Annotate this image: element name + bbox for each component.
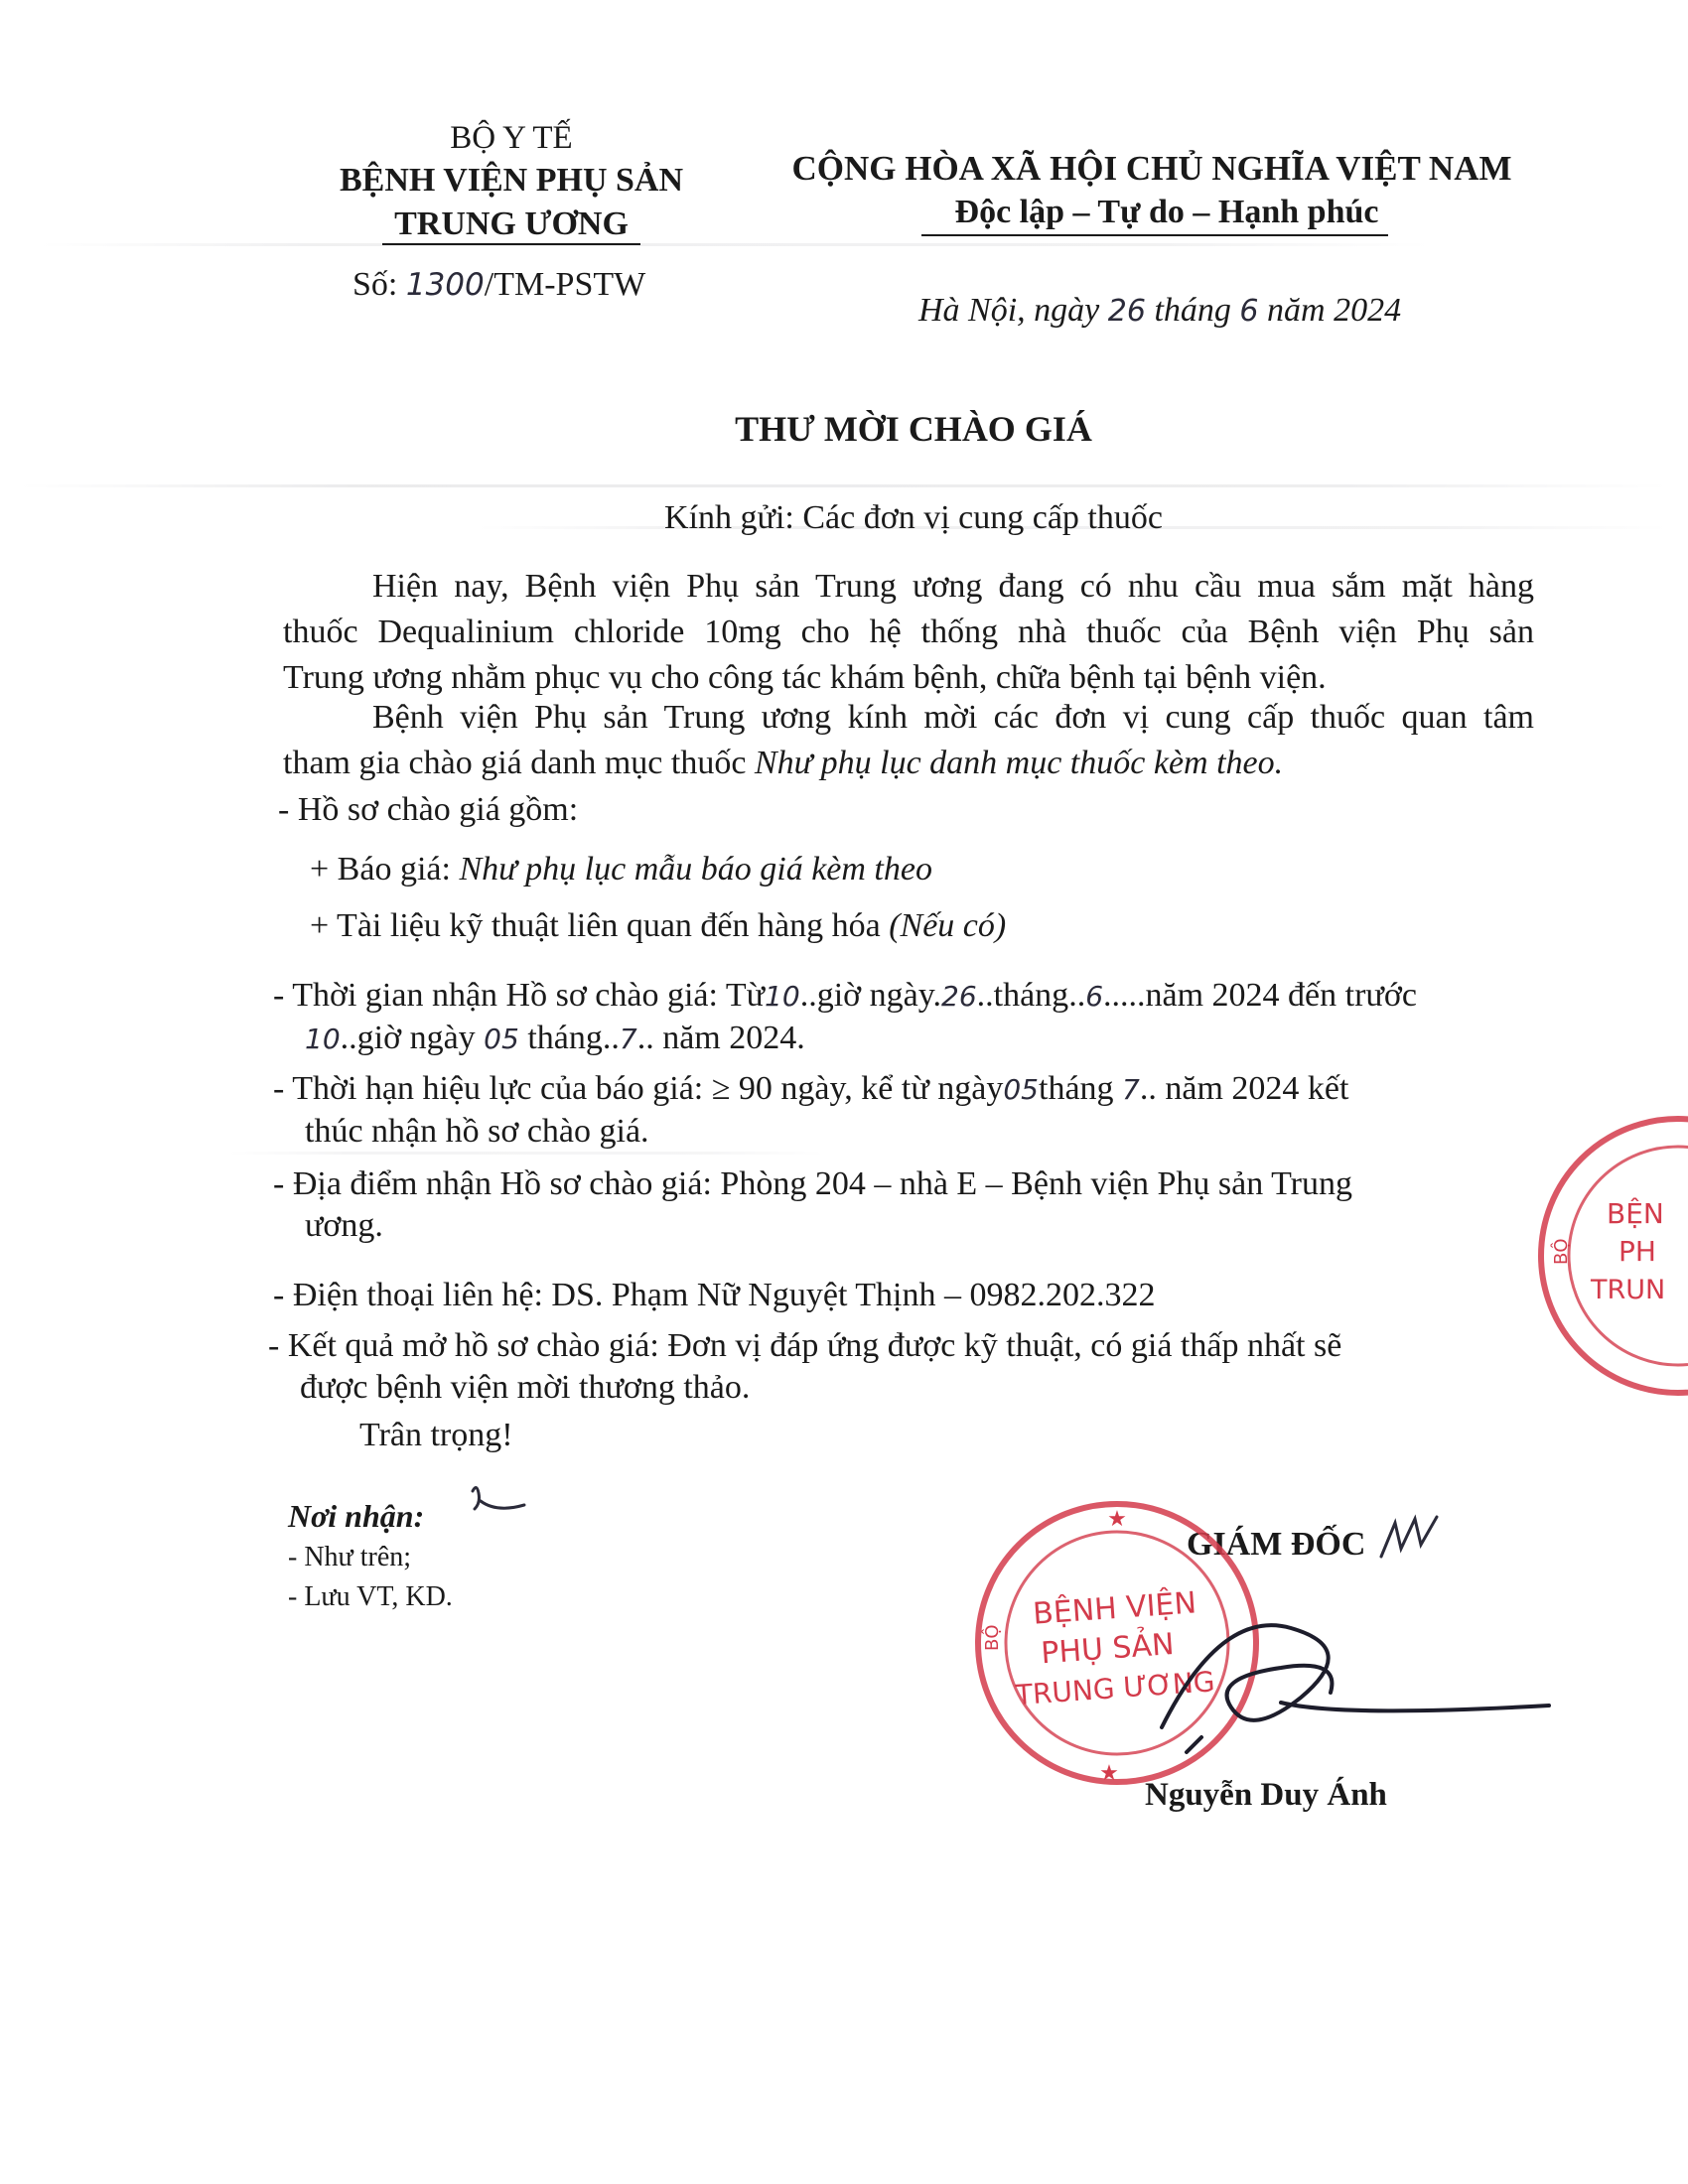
- validity-month: 7: [1122, 1073, 1140, 1106]
- recipient-1: - Như trên;: [288, 1542, 412, 1572]
- seal-line3: TRUNG ƯƠNG: [1014, 1665, 1216, 1712]
- dossier-heading: - Hồ sơ chào giá gồm:: [278, 791, 579, 828]
- receiving-time-line2: [273, 1018, 1534, 1060]
- hospital-name-line2: TRUNG ƯƠNG: [394, 205, 629, 242]
- edge-seal-side: BỘ: [1551, 1238, 1572, 1265]
- dotted-fill: [476, 1020, 485, 1056]
- edge-seal-line1: BỆN: [1607, 1197, 1664, 1230]
- dotted-fill: .....: [1103, 977, 1146, 1014]
- dotted-fill: ..: [340, 1020, 357, 1056]
- closing-regards: Trân trọng!: [359, 1417, 513, 1453]
- body-p2-line2-plain: tham gia chào giá danh mục thuốc: [283, 745, 755, 781]
- document-number-handwritten: 1300: [405, 267, 485, 303]
- receiving-time-line1: [273, 975, 1534, 1018]
- seal-star-top: ★: [1107, 1507, 1127, 1532]
- location-item: [273, 1163, 1534, 1247]
- motto-underline: [921, 234, 1388, 236]
- edge-seal-line3: TRUN: [1591, 1275, 1666, 1305]
- document-number-prefix: Số:: [352, 266, 406, 303]
- validity-text-b: tháng: [1039, 1070, 1123, 1107]
- body-paragraph-2: [283, 695, 1534, 786]
- body-paragraph-1: [283, 564, 1534, 701]
- location-line1: - Địa điểm nhận Hồ sơ chào giá: Phòng 204 – nhà E – Bệnh viện Phụ sản Trung: [273, 1165, 1353, 1202]
- document-number: [352, 264, 645, 306]
- seal-star-bottom: ★: [1099, 1761, 1119, 1786]
- receiving-time-day2: 05: [484, 1023, 519, 1055]
- dotted-fill: ..: [1068, 977, 1086, 1014]
- technical-docs-italic: (Nếu có): [889, 907, 1007, 944]
- body-p2-line1: Bệnh viện Phụ sản Trung ương kính mời các đơn vị cung cấp thuốc quan tâm: [372, 699, 1534, 736]
- date-prefix: Hà Nội, ngày: [918, 292, 1108, 329]
- ministry-name: BỘ Y TẾ: [450, 120, 573, 156]
- receiving-time-month1: 6: [1085, 980, 1104, 1013]
- body-p1-line1: Hiện nay, Bệnh viện Phụ sản Trung ương đang có nhu cầu mua sắm mặt hàng: [372, 568, 1534, 605]
- validity-text-a: - Thời hạn hiệu lực của báo giá: ≥ 90 ngày, kể từ ngày: [273, 1070, 1004, 1107]
- document-title: THƯ MỜI CHÀO GIÁ: [735, 409, 1092, 449]
- initials-mark: [467, 1479, 541, 1524]
- dotted-fill: ..: [799, 977, 817, 1014]
- header-right: [765, 147, 1539, 234]
- document-number-suffix: /TM-PSTW: [484, 266, 646, 303]
- signer-position: GIÁM ĐỐC: [1187, 1526, 1366, 1563]
- header-left: [283, 117, 740, 246]
- validity-day: 05: [1003, 1073, 1039, 1106]
- issue-date: [918, 290, 1401, 333]
- date-mid1: tháng: [1145, 292, 1240, 329]
- receiving-time-text-a: - Thời gian nhận Hồ sơ chào giá: Từ: [273, 977, 766, 1014]
- location-line2: ương.: [305, 1207, 383, 1244]
- phone-item: - Điện thoại liên hệ: DS. Phạm Nữ Nguyệt Thịnh – 0982.202.322: [273, 1277, 1156, 1313]
- dotted-fill: ..: [1139, 1070, 1157, 1107]
- validity-line2: thúc nhận hồ sơ chào giá.: [305, 1113, 649, 1150]
- receiving-time-text-g: năm 2024.: [653, 1020, 805, 1056]
- signer-name: Nguyễn Duy Ánh: [1145, 1777, 1387, 1813]
- receiving-time-day1: 26: [941, 980, 977, 1013]
- quote-prefix: + Báo giá:: [310, 851, 460, 887]
- hospital-name-line1: BỆNH VIỆN PHỤ SẢN: [339, 162, 684, 199]
- result-line1: - Kết quả mở hồ sơ chào giá: Đơn vị đáp ứng được kỹ thuật, có giá thấp nhất sẽ: [268, 1327, 1342, 1364]
- seal-side: BỘ: [982, 1624, 1003, 1651]
- receiving-time-text-e: giờ ngày: [356, 1020, 476, 1056]
- date-mid2: năm 2024: [1258, 292, 1402, 329]
- dotted-fill: .: [932, 977, 941, 1014]
- receiving-time-hour1: 10: [765, 980, 800, 1013]
- salutation: Kính gửi: Các đơn vị cung cấp thuốc: [664, 499, 1163, 536]
- validity-text-c: năm 2024 kết: [1156, 1070, 1349, 1107]
- recipients-label: Nơi nhận:: [288, 1498, 425, 1534]
- header-left-underline: [382, 243, 640, 245]
- seal-line1: BỆNH VIỆN: [1032, 1585, 1198, 1632]
- technical-docs-item: [310, 905, 1006, 947]
- edge-seal: [1529, 1112, 1688, 1400]
- quote-italic: Như phụ lục mẫu báo giá kèm theo: [459, 851, 932, 887]
- position-initial-mark: [1375, 1509, 1445, 1569]
- validity-line1: [273, 1068, 1534, 1111]
- date-month-handwritten: 6: [1239, 294, 1259, 329]
- dotted-fill: ..: [976, 977, 994, 1014]
- receiving-time-text-d: năm 2024 đến trước: [1145, 977, 1417, 1014]
- date-day-handwritten: 26: [1107, 294, 1146, 329]
- dotted-fill: ..: [602, 1020, 620, 1056]
- recipient-2: - Lưu VT, KD.: [288, 1581, 453, 1612]
- dotted-fill: ..: [636, 1020, 654, 1056]
- result-item: [268, 1325, 1529, 1409]
- validity-item: [273, 1068, 1534, 1153]
- body-p2-line2: [283, 741, 1534, 786]
- seal-line2: PHỤ SẢN: [1040, 1627, 1176, 1672]
- body-p2-line2-italic: Như phụ lục danh mục thuốc kèm theo.: [754, 745, 1284, 781]
- national-title: CỘNG HÒA XÃ HỘI CHỦ NGHĨA VIỆT NAM: [791, 149, 1512, 188]
- result-line2: được bệnh viện mời thương thảo.: [300, 1369, 751, 1406]
- receiving-time-month2: 7: [619, 1023, 637, 1055]
- technical-docs-prefix: + Tài liệu kỹ thuật liên quan đến hàng hóa: [310, 907, 890, 944]
- receiving-time-hour2: 10: [305, 1023, 341, 1055]
- national-motto: Độc lập – Tự do – Hạnh phúc: [954, 194, 1379, 230]
- body-p1-line2: thuốc Dequalinium chloride 10mg cho hệ thống nhà thuốc của Bệnh viện Phụ sản: [283, 614, 1534, 650]
- receiving-time-text-c: tháng: [993, 977, 1069, 1014]
- receiving-time-item: [273, 975, 1534, 1060]
- director-signature: [1142, 1588, 1559, 1757]
- body-p1-line3: Trung ương nhằm phục vụ cho công tác khám bệnh, chữa bệnh tại bệnh viện.: [283, 659, 1327, 696]
- scan-artifact: [20, 484, 1668, 487]
- receiving-time-text-b: giờ ngày: [816, 977, 933, 1014]
- receiving-time-text-f: tháng: [518, 1020, 603, 1056]
- quote-item: [310, 849, 932, 890]
- edge-seal-line2: PH: [1618, 1235, 1656, 1268]
